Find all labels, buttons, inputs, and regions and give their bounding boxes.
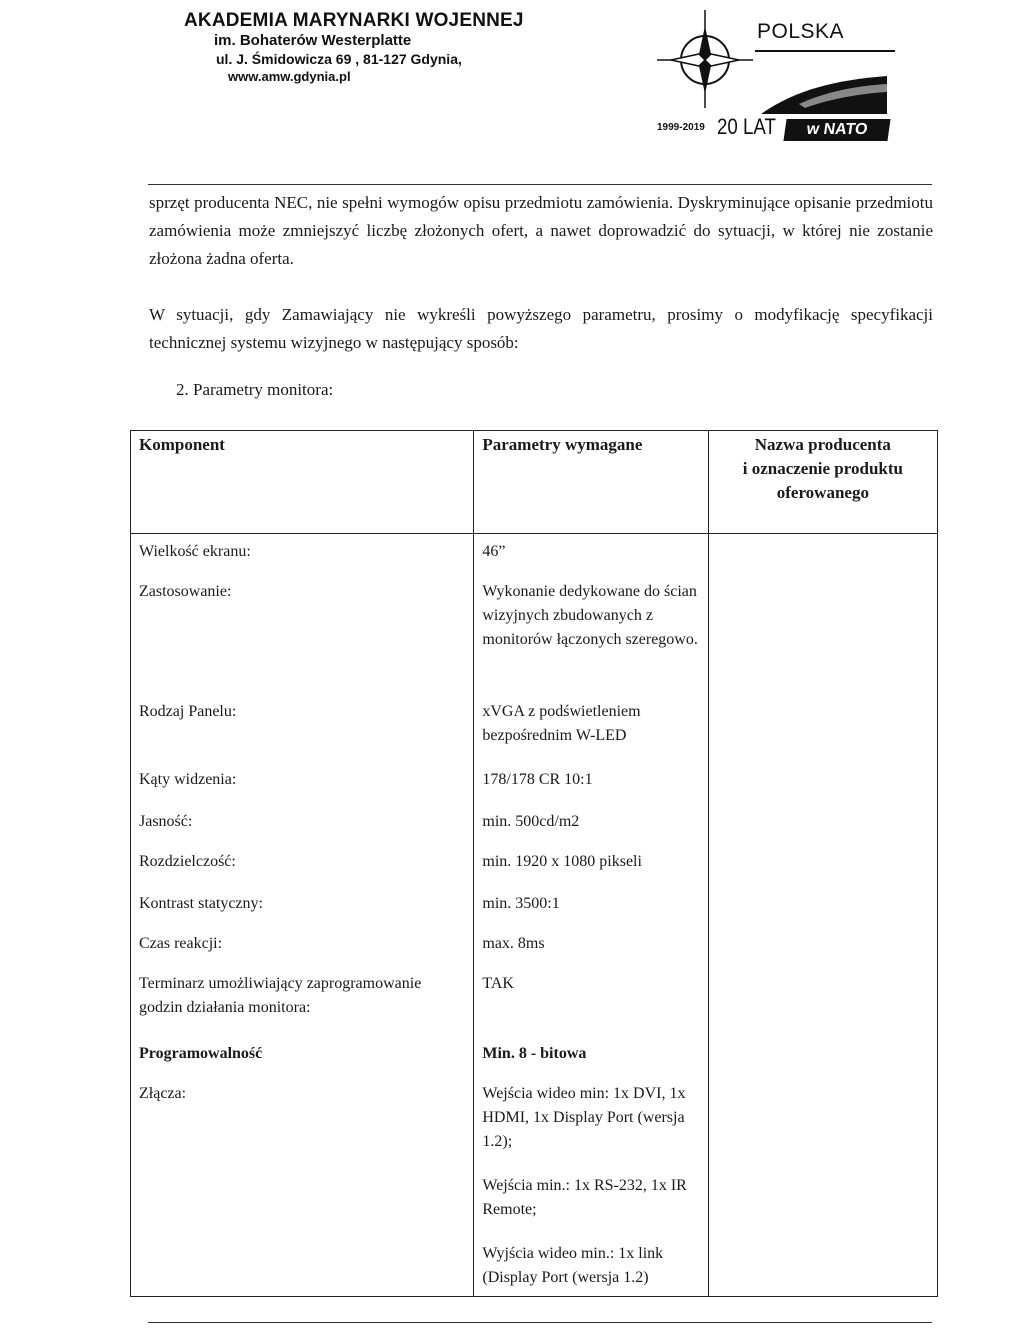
paragraph-modification-request: W sytuacji, gdy Zamawiający nie wykreśli powyższego parametru, prosimy o modyfikację specyfikacji technicznej systemu wizyjnego w następujący sposób: (149, 305, 933, 352)
row-component: Rodzaj Panelu: (131, 694, 474, 762)
badge-divider (755, 50, 895, 52)
table-row (131, 886, 938, 926)
row-value: min. 500cd/m2 (474, 804, 708, 844)
header-required: Parametry wymagane (474, 431, 708, 534)
badge-anniversary: 20 LAT (717, 114, 776, 139)
row-offered (708, 694, 937, 762)
monitor-parameters-table (130, 430, 938, 1297)
row-offered (708, 804, 937, 844)
section-title: 2. Parametry monitora: (176, 380, 334, 399)
header-offered-line1: Nazwa producenta (754, 435, 891, 454)
row-value-connectors (474, 1076, 708, 1297)
row-offered (708, 574, 937, 694)
row-offered (708, 844, 937, 886)
table-row (131, 966, 938, 1036)
row-offered (708, 534, 937, 574)
header-offered-line3: oferowanego (776, 483, 869, 502)
row-offered (708, 1076, 937, 1297)
row-value: TAK (474, 966, 708, 1036)
institution-name: AKADEMIA MARYNARKI WOJENNEJ (184, 10, 524, 31)
nato-compass-icon (655, 8, 755, 112)
row-value: Min. 8 - bitowa (474, 1036, 708, 1076)
connector-video-outputs: Wyjścia wideo min.: 1x link (Display Port (wersja 1.2) (482, 1244, 664, 1286)
row-value: min. 3500:1 (474, 886, 708, 926)
row-component: Programowalność (131, 1036, 474, 1076)
table-row (131, 694, 938, 762)
flag-wave-icon (755, 74, 891, 118)
table-row (131, 804, 938, 844)
header-rule (148, 184, 932, 185)
institution-patron: im. Bohaterów Westerplatte (214, 32, 412, 49)
row-offered (708, 886, 937, 926)
row-component: Kąty widzenia: (131, 762, 474, 804)
table-row (131, 844, 938, 886)
row-component: Czas reakcji: (131, 926, 474, 966)
row-offered (708, 966, 937, 1036)
row-component: Terminarz umożliwiający zaprogramowanie godzin działania monitora: (131, 966, 474, 1036)
table-header-row (131, 431, 938, 534)
row-component: Rozdzielczość: (131, 844, 474, 886)
row-value: min. 1920 x 1080 pikseli (474, 844, 708, 886)
paragraph-discriminatory-description: sprzęt producenta NEC, nie spełni wymogów opisu przedmiotu zamówienia. Dyskryminujące opisanie przedmiotu zamówienia może zmniejszyć liczbę złożonych ofert, a nawet doprowadzić do sytuacji, w której nie zostanie złożona żadna oferta. (149, 193, 933, 268)
table-row (131, 926, 938, 966)
row-component: Wielkość ekranu: (131, 534, 474, 574)
header-offered (708, 431, 937, 534)
row-component: Kontrast statyczny: (131, 886, 474, 926)
row-component: Zastosowanie: (131, 574, 474, 694)
row-value: max. 8ms (474, 926, 708, 966)
nato-anniversary-badge (655, 8, 895, 138)
badge-tag: w NATO (783, 119, 890, 141)
footer-rule (148, 1322, 932, 1323)
row-value: 46” (474, 534, 708, 574)
table-row (131, 534, 938, 574)
row-component: Złącza: (131, 1076, 474, 1297)
row-offered (708, 1036, 937, 1076)
row-value: xVGA z podświetleniem bezpośrednim W-LED (474, 694, 708, 762)
badge-country: POLSKA (757, 20, 845, 43)
table-row (131, 762, 938, 804)
connector-video-inputs: Wejścia wideo min: 1x DVI, 1x HDMI, 1x Display Port (wersja 1.2); (482, 1084, 686, 1150)
row-offered (708, 926, 937, 966)
row-value: 178/178 CR 10:1 (474, 762, 708, 804)
header-component: Komponent (131, 431, 474, 534)
institution-website: www.amw.gdynia.pl (228, 69, 351, 84)
connector-control-inputs: Wejścia min.: 1x RS-232, 1x IR Remote; (482, 1176, 687, 1218)
institution-address: ul. J. Śmidowicza 69 , 81-127 Gdynia, (216, 51, 462, 67)
institution-header (184, 10, 544, 86)
row-value: Wykonanie dedykowane do ścian wizyjnych zbudowanych z monitorów łączonych szeregowo. (474, 574, 708, 694)
table-row-connectors (131, 1076, 938, 1297)
table-row (131, 1036, 938, 1076)
row-offered (708, 762, 937, 804)
badge-years: 1999-2019 (657, 122, 705, 133)
header-offered-line2: i oznaczenie produktu (742, 459, 903, 478)
row-component: Jasność: (131, 804, 474, 844)
table-row (131, 574, 938, 694)
